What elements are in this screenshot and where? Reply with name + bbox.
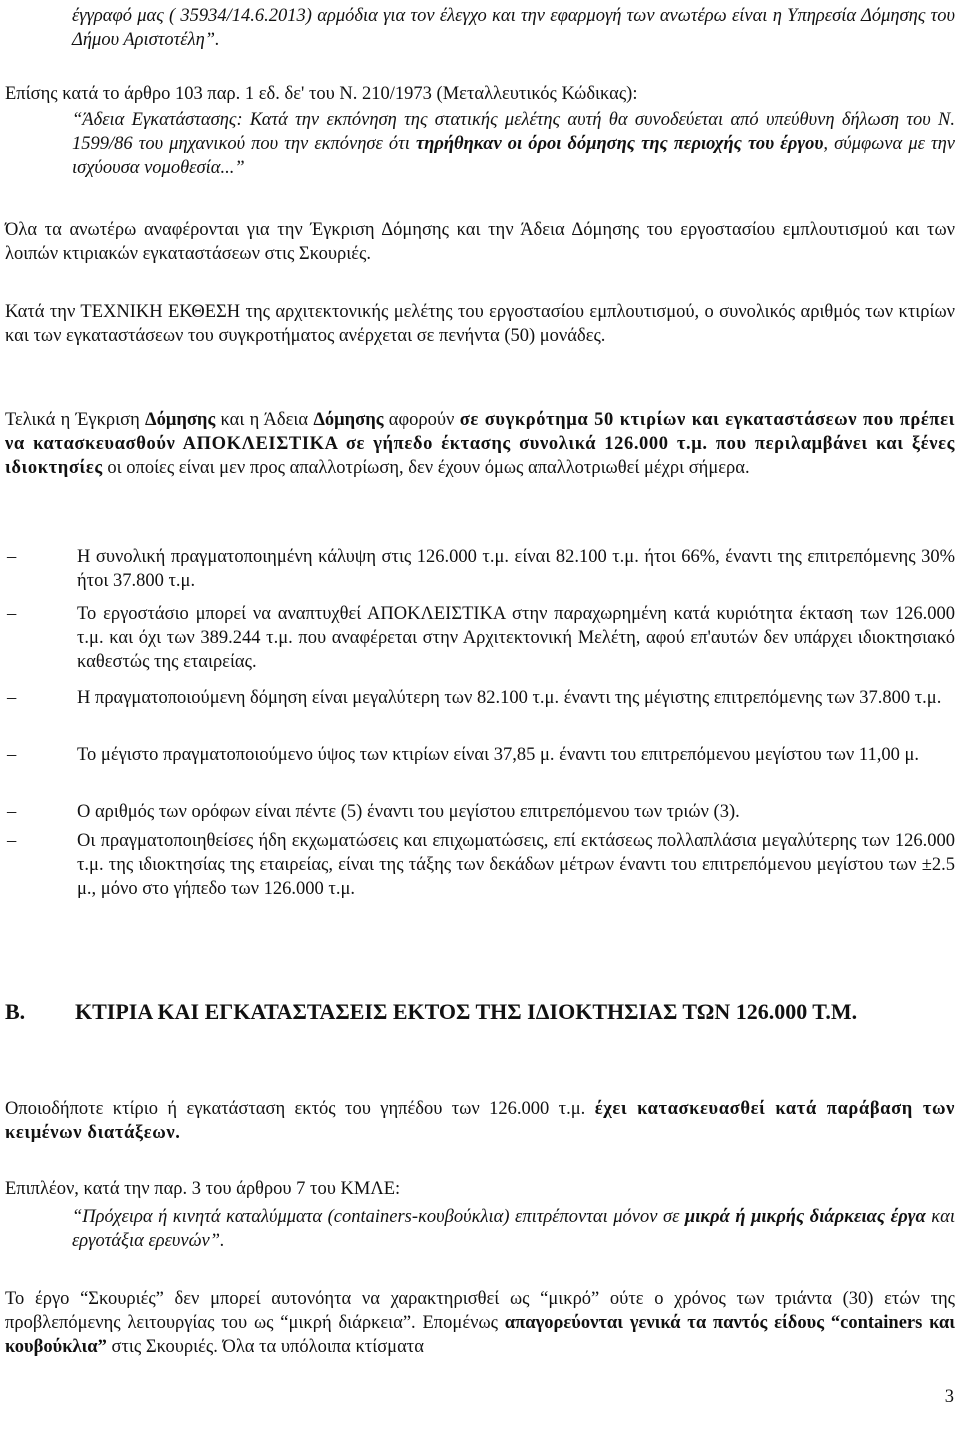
paragraph-technical-report: Κατά την ΤΕΧΝΙΚΗ ΕΚΘΕΣΗ της αρχιτεκτονικής μελέτης του εργοστασίου εμπλουτισμού, ο συνολικός αριθμός των κτιρίων και των εγκαταστάσεων του συγκροτήματος ανέρχεται σε πενήντα (50) μονάδες. [5, 302, 955, 346]
dash-bullet-icon: – [7, 831, 17, 851]
quote-containers: “Πρόχειρα ή κινητά καταλύμματα (containers-κουβούκλια) επιτρέπονται μόνον σε μικρά ή μικρής διάρκειας έργα και εργοτάξια ερευνών”. [72, 1207, 956, 1251]
list-item: – Το μέγιστο πραγματοποιούμενο ύψος των κτιρίων είναι 37,85 μ. έναντι του επιτρεπόμενου μεγίστου των 11,00 μ. [7, 745, 920, 765]
paragraph-building-approval: Όλα τα ανωτέρω αναφέρονται για την Έγκριση Δόμησης και την Άδεια Δόμησης του εργοστασίου εμπλουτισμού και των λοιπών κτιριακών εγκαταστάσεων στις Σκουριές. [5, 220, 955, 264]
dash-bullet-icon: – [7, 604, 17, 624]
paragraph-skouries-project: Το έργο “Σκουριές” δεν μπορεί αυτονόητα να χαρακτηρισθεί ως “μικρό” ούτε ο χρόνος των τριάντα (30) ετών της προβλεπόμενης λειτουργίας του ως “μικρή διάρκεια”. Επομένως απαγορεύονται γενικά τα παντός είδους “containers και κουβούκλια” στις Σκουριές. Όλα τα υπόλοιπα κτίσματα [5, 1289, 955, 1357]
paragraph-kmle [5, 1177, 955, 1201]
paragraph-mining-code [5, 82, 955, 106]
list-item: – Το εργοστάσιο μπορεί να αναπτυχθεί ΑΠΟΚΛΕΙΣΤΙΚΑ στην παραχωρημένη κατά κυριότητα έκταση των 126.000 τ.μ. και όχι των 389.244 τ.μ. που αναφέρεται στην Αρχιτεκτονική Μελέτη, αφού επ'αυτών δεν υπάρχει ιδιοκτησιακό καθεστώς της εταιρείας. [7, 604, 955, 672]
paragraph-final-approval: Τελικά η Έγκριση Δόμησης και η Άδεια Δόμησης αφορούν σε συγκρότημα 50 κτιρίων και εγκαταστάσεων που πρέπει να κατασκευασθούν ΑΠΟΚΛΕΙΣΤΙΚΑ σε γήπεδο έκτασης συνολικά 126.000 τ.μ. που περιλαμβάνει και ξένες ιδιοκτησίες οι οποίες είναι μεν προς απαλλοτρίωση, δεν έχουν όμως απαλλοτριωθεί μέχρι σήμερα. [5, 410, 955, 478]
paragraph-text: έγγραφό μας ( 35934/14.6.2013) αρμόδια για τον έλεγχο και την εφαρμογή των ανωτέρω είναι η Υπηρεσία Δόμησης του Δήμου Αριστοτέλη”. [72, 6, 955, 50]
paragraph-outside-plot: Οποιοδήποτε κτίριο ή εγκατάσταση εκτός του γηπέδου των 126.000 τ.μ. έχει κατασκευασθεί κατά παράβαση των κειμένων διατάξεων. [5, 1099, 955, 1143]
page-number: 3 [944, 1387, 954, 1407]
quote-continuation [72, 4, 955, 52]
list-item: – Η συνολική πραγματοποιημένη κάλυψη στις 126.000 τ.μ. είναι 82.100 τ.μ. ήτοι 66%, έναντι της επιτρεπόμενης 30% ήτοι 37.800 τ.μ. [7, 547, 955, 591]
dash-bullet-icon: – [7, 745, 17, 765]
section-heading [5, 995, 955, 1029]
paragraph-intro: Επίσης κατά το άρθρο 103 παρ. 1 εδ. δε' του Ν. 210/1973 (Μεταλλευτικός Κώδικας): [5, 84, 638, 104]
dash-bullet-icon: – [7, 688, 17, 708]
list-item: – Η πραγματοποιούμενη δόμηση είναι μεγαλύτερη των 82.100 τ.μ. έναντι της μέγιστης επιτρεπόμενης των 37.800 τ.μ. [7, 688, 942, 708]
section-letter: Β. [5, 999, 26, 1024]
paragraph-intro: Επιπλέον, κατά την παρ. 3 του άρθρου 7 του ΚΜΛΕ: [5, 1179, 401, 1199]
dash-bullet-icon: – [7, 547, 17, 567]
dash-bullet-icon: – [7, 802, 17, 822]
quote-installation-permit: “Άδεια Εγκατάστασης: Κατά την εκπόνηση της στατικής μελέτης αυτή θα συνοδεύεται από υπεύθυνη δήλωση του Ν. 1599/86 του μηχανικού που την εκπόνησε ότι τηρήθηκαν οι όροι δόμησης της περιοχής του έργου, σύμφωνα με την ισχύουσα νομοθεσία...” [72, 110, 955, 178]
section-title: ΚΤΙΡΙΑ ΚΑΙ ΕΓΚΑΤΑΣΤΑΣΕΙΣ ΕΚΤΟΣ ΤΗΣ ΙΔΙΟΚΤΗΣΙΑΣ ΤΩΝ 126.000 Τ.Μ. [75, 999, 858, 1024]
list-item: – Ο αριθμός των ορόφων είναι πέντε (5) έναντι του μεγίστου επιτρεπόμενου των τριών (3). [7, 802, 740, 822]
list-item: – Οι πραγματοποιηθείσες ήδη εκχωματώσεις και επιχωματώσεις, επί εκτάσεως πολλαπλάσια μεγαλύτερης των 126.000 τ.μ. της ιδιοκτησίας της εταιρείας, είναι της τάξης των δεκάδων μέτρων έναντι του επιτρεπόμενου μεγίστου των ±2.5 μ., μόνο στο γήπεδο των 126.000 τ.μ. [7, 831, 955, 899]
